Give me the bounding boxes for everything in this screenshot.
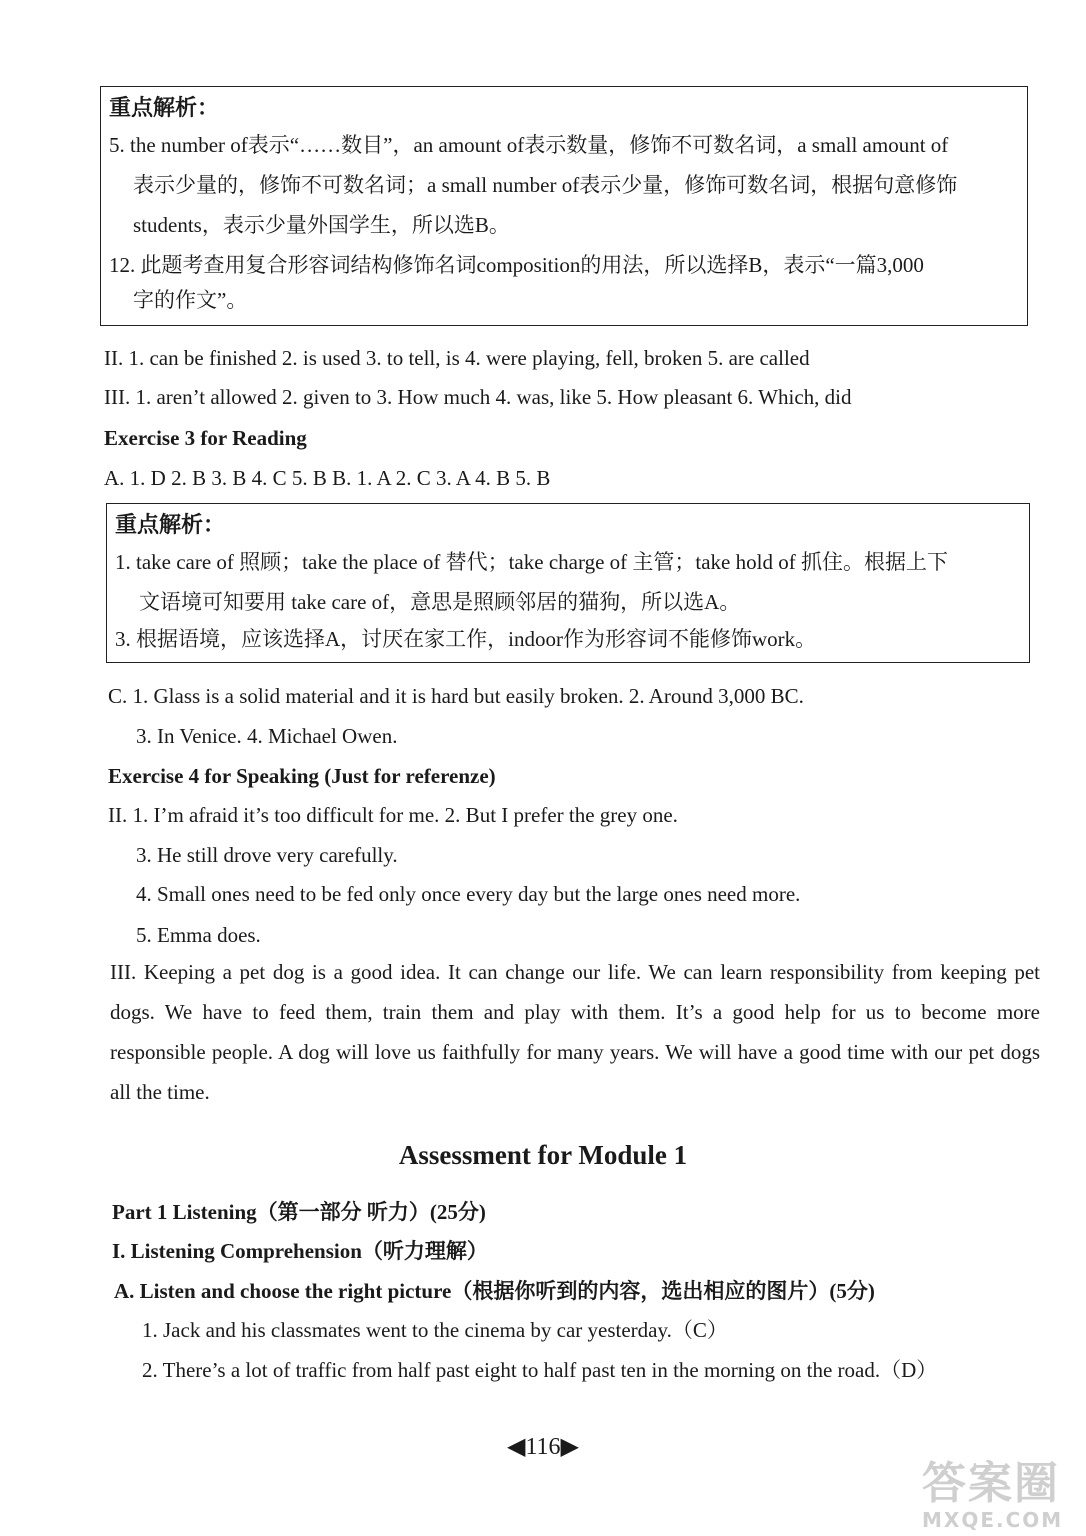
exercise-4-heading: Exercise 4 for Speaking (Just for referenze) [108,764,496,788]
answers-II: II. 1. can be finished 2. is used 3. to tell, is 4. were playing, fell, broken 5. are called [104,346,810,370]
exercise-4-II-line: 3. He still drove very carefully. [136,843,398,867]
watermark-logo [922,1460,1072,1530]
watermark-url: MXQE.COM [922,1508,1064,1532]
section-I-heading: I. Listening Comprehension（听力理解） [112,1239,488,1263]
exercise-4-II-line: 5. Emma does. [136,923,261,947]
analysis-box-title: 重点解析： [115,512,226,537]
analysis-line: 表示少量的，修饰不可数名词；a small number of表示少量，修饰可数名词，根据句意修饰 [133,173,958,197]
exercise-3-heading: Exercise 3 for Reading [104,426,307,450]
exercise-4-III-paragraph: III. Keeping a pet dog is a good idea. It can change our life. We can learn responsibility from keeping pet dogs. We have to feed them, train them and play with them. It’s a good help for us to become more responsible people. A dog will love us faithfully for many years. We will have a good time with our pet dogs all the time. [110,960,1040,1104]
analysis-box-title: 重点解析： [109,95,220,120]
assessment-title: Assessment for Module 1 [398,1140,688,1170]
analysis-line: 3. 根据语境，应该选择A，讨厌在家工作，indoor作为形容词不能修饰work。 [115,627,817,651]
answers-III: III. 1. aren’t allowed 2. given to 3. How much 4. was, like 5. How pleasant 6. Which, did [104,385,852,409]
analysis-line: 字的作文”。 [133,288,248,312]
exercise-4-II-line: II. 1. I’m afraid it’s too difficult for me. 2. But I prefer the grey one. [108,803,678,827]
analysis-line: 文语境可知要用 take care of，意思是照顾邻居的猫狗，所以选A。 [139,590,741,614]
analysis-line: 1. take care of 照顾；take the place of 替代；take charge of 主管；take hold of 抓住。根据上下 [115,550,948,574]
analysis-line: 12. 此题考查用复合形容词结构修饰名词composition的用法，所以选择B，表示“一篇3,000 [109,253,924,277]
listening-item: 1. Jack and his classmates went to the cinema by car yesterday.（C） [142,1318,728,1342]
analysis-box-2 [106,503,1030,663]
page-number: ◀116▶ [506,1434,580,1460]
part-1-heading: Part 1 Listening（第一部分 听力）(25分) [112,1200,486,1224]
section-A-heading: A. Listen and choose the right picture（根据你听到的内容，选出相应的图片）(5分) [114,1279,875,1303]
listening-item: 2. There’s a lot of traffic from half past eight to half past ten in the morning on the road.（D） [142,1358,938,1382]
analysis-line: students，表示少量外国学生，所以选B。 [133,213,510,237]
exercise-3-answers-ab: A. 1. D 2. B 3. B 4. C 5. B B. 1. A 2. C 3. A 4. B 5. B [104,466,551,490]
exercise-3-answers-c: C. 1. Glass is a solid material and it is hard but easily broken. 2. Around 3,000 BC. [108,684,804,708]
analysis-box-1 [100,86,1028,326]
exercise-3-answers-c-cont: 3. In Venice. 4. Michael Owen. [136,724,398,748]
watermark-text: 答案圈 [922,1458,1060,1509]
analysis-line: 5. the number of表示“……数目”，an amount of表示数量，修饰不可数名词，a small amount of [109,133,949,157]
exercise-4-II-line: 4. Small ones need to be fed only once every day but the large ones need more. [136,882,801,906]
